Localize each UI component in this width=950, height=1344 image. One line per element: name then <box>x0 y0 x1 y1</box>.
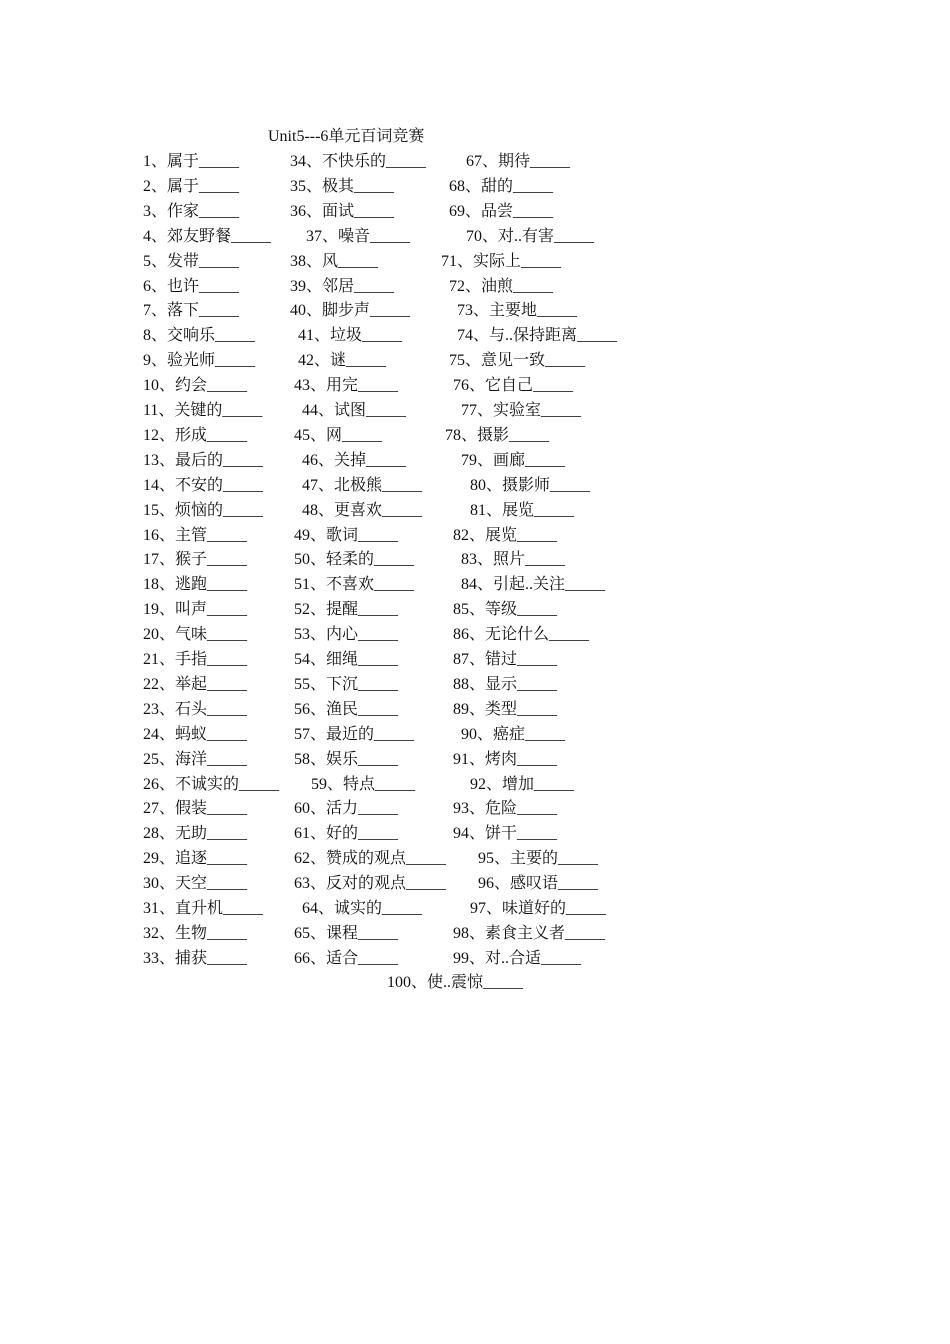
vocabulary-row <box>0 351 950 376</box>
vocabulary-item: 23、石头_____ <box>143 700 248 718</box>
vocabulary-item: 20、气味_____ <box>143 626 248 644</box>
vocabulary-item: 88、显示_____ <box>453 675 558 693</box>
vocabulary-item: 49、歌词_____ <box>294 526 399 544</box>
vocabulary-item: 64、诚实的_____ <box>302 900 423 917</box>
worksheet-title: Unit5---6单元百词竞赛 <box>268 128 425 145</box>
vocabulary-row <box>0 625 950 650</box>
vocabulary-item: 33、捕获_____ <box>143 949 248 967</box>
vocabulary-item: 31、直升机_____ <box>143 900 264 917</box>
vocabulary-item: 5、发带_____ <box>143 252 240 270</box>
vocabulary-item: 30、天空_____ <box>143 875 248 893</box>
vocabulary-item: 28、无助_____ <box>143 825 248 843</box>
vocabulary-row <box>0 202 950 227</box>
vocabulary-item: 42、谜_____ <box>298 352 387 370</box>
vocabulary-row <box>0 426 950 451</box>
vocabulary-item: 15、烦恼的_____ <box>143 501 264 519</box>
vocabulary-item: 83、照片_____ <box>461 551 566 569</box>
vocabulary-row <box>0 301 950 326</box>
vocabulary-item: 16、主管_____ <box>143 526 248 544</box>
vocabulary-item: 8、交响乐_____ <box>143 327 256 345</box>
vocabulary-item: 2、属于_____ <box>143 177 240 195</box>
vocabulary-row <box>0 874 950 899</box>
vocabulary-item: 80、摄影师_____ <box>470 476 591 494</box>
vocabulary-item: 14、不安的_____ <box>143 476 264 494</box>
vocabulary-item: 94、饼干_____ <box>453 825 558 843</box>
vocabulary-item: 51、不喜欢_____ <box>294 576 415 594</box>
vocabulary-item: 24、蚂蚁_____ <box>143 725 248 743</box>
vocabulary-item: 97、味道好的_____ <box>470 900 607 917</box>
vocabulary-item: 77、实验室_____ <box>461 402 582 419</box>
vocabulary-item: 10、约会_____ <box>143 377 248 395</box>
vocabulary-item: 92、增加_____ <box>470 775 575 793</box>
vocabulary-item: 54、细绳_____ <box>294 651 399 668</box>
vocabulary-row <box>0 924 950 949</box>
vocabulary-item: 25、海洋_____ <box>143 750 248 768</box>
vocabulary-item: 58、娱乐_____ <box>294 750 399 768</box>
vocabulary-item: 48、更喜欢_____ <box>302 501 423 519</box>
vocabulary-item: 63、反对的观点_____ <box>294 875 447 893</box>
vocabulary-item: 95、主要的_____ <box>478 850 599 868</box>
vocabulary-row <box>0 277 950 302</box>
vocabulary-item: 69、品尝_____ <box>449 202 554 220</box>
vocabulary-item: 1、属于_____ <box>143 153 240 170</box>
vocabulary-row <box>0 700 950 725</box>
vocabulary-item: 76、它自己_____ <box>453 377 574 395</box>
vocabulary-item: 70、对..有害_____ <box>466 227 595 245</box>
vocabulary-item: 68、甜的_____ <box>449 177 554 195</box>
vocabulary-item: 45、网_____ <box>294 426 383 444</box>
vocabulary-row <box>0 526 950 551</box>
vocabulary-item: 73、主要地_____ <box>457 302 578 320</box>
vocabulary-item: 11、关键的_____ <box>143 402 263 419</box>
vocabulary-item: 82、展览_____ <box>453 526 558 544</box>
vocabulary-row <box>0 750 950 775</box>
vocabulary-row <box>0 376 950 401</box>
vocabulary-item: 47、北极熊_____ <box>302 476 423 494</box>
vocabulary-item: 21、手指_____ <box>143 651 248 668</box>
vocabulary-item: 4、郊友野餐_____ <box>143 227 272 245</box>
vocabulary-item: 43、用完_____ <box>294 377 399 395</box>
vocabulary-item: 34、不快乐的_____ <box>290 153 427 170</box>
vocabulary-row <box>0 849 950 874</box>
vocabulary-item: 35、极其_____ <box>290 177 395 195</box>
vocabulary-item: 59、特点_____ <box>311 775 416 793</box>
vocabulary-item: 12、形成_____ <box>143 426 248 444</box>
vocabulary-item: 91、烤肉_____ <box>453 750 558 768</box>
vocabulary-item: 6、也许_____ <box>143 277 240 295</box>
vocabulary-row <box>0 501 950 526</box>
vocabulary-item: 57、最近的_____ <box>294 725 415 743</box>
vocabulary-item: 55、下沉_____ <box>294 675 399 693</box>
vocabulary-row <box>0 252 950 277</box>
vocabulary-row <box>0 949 950 974</box>
vocabulary-item: 86、无论什么_____ <box>453 626 590 644</box>
vocabulary-row <box>0 152 950 177</box>
vocabulary-row <box>0 476 950 501</box>
vocabulary-row <box>0 227 950 252</box>
vocabulary-row <box>0 600 950 625</box>
vocabulary-item: 87、错过_____ <box>453 651 558 668</box>
vocabulary-item: 81、展览_____ <box>470 501 575 519</box>
vocabulary-item: 84、引起..关注_____ <box>461 576 606 594</box>
vocabulary-item: 71、实际上_____ <box>441 252 562 270</box>
vocabulary-item: 29、追逐_____ <box>143 850 248 868</box>
vocabulary-row <box>0 177 950 202</box>
vocabulary-item: 72、油煎_____ <box>449 277 554 295</box>
vocabulary-item: 66、适合_____ <box>294 949 399 967</box>
vocabulary-item: 18、逃跑_____ <box>143 576 248 594</box>
vocabulary-item: 67、期待_____ <box>466 153 571 170</box>
vocabulary-item: 74、与..保持距离_____ <box>457 327 618 345</box>
vocabulary-item: 89、类型_____ <box>453 700 558 718</box>
vocabulary-item: 93、危险_____ <box>453 800 558 818</box>
vocabulary-row <box>0 650 950 675</box>
vocabulary-item: 46、关掉_____ <box>302 451 407 469</box>
vocabulary-item: 13、最后的_____ <box>143 451 264 469</box>
vocabulary-item: 26、不诚实的_____ <box>143 775 280 793</box>
vocabulary-item: 75、意见一致_____ <box>449 352 586 370</box>
vocabulary-item: 61、好的_____ <box>294 825 399 843</box>
vocabulary-item: 50、轻柔的_____ <box>294 551 415 569</box>
vocabulary-row <box>0 575 950 600</box>
vocabulary-row <box>0 550 950 575</box>
vocabulary-item-100: 100、使..震惊_____ <box>387 974 524 991</box>
vocabulary-item: 7、落下_____ <box>143 302 240 320</box>
vocabulary-item: 98、素食主义者_____ <box>453 924 606 942</box>
vocabulary-row <box>0 451 950 476</box>
vocabulary-item: 36、面试_____ <box>290 202 395 220</box>
vocabulary-row <box>0 799 950 824</box>
vocabulary-item: 9、验光师_____ <box>143 352 256 370</box>
vocabulary-item: 39、邻居_____ <box>290 277 395 295</box>
vocabulary-row <box>0 775 950 800</box>
vocabulary-item: 3、作家_____ <box>143 202 240 220</box>
vocabulary-item: 22、举起_____ <box>143 675 248 693</box>
vocabulary-item: 79、画廊_____ <box>461 451 566 469</box>
vocabulary-item: 52、提醒_____ <box>294 601 399 619</box>
vocabulary-item: 38、风_____ <box>290 252 379 270</box>
vocabulary-item: 60、活力_____ <box>294 800 399 818</box>
vocabulary-row <box>0 899 950 924</box>
vocabulary-item: 37、噪音_____ <box>306 227 411 245</box>
vocabulary-item: 19、叫声_____ <box>143 601 248 619</box>
vocabulary-item: 65、课程_____ <box>294 924 399 942</box>
vocabulary-item: 32、生物_____ <box>143 924 248 942</box>
vocabulary-row <box>0 401 950 426</box>
vocabulary-item: 56、渔民_____ <box>294 700 399 718</box>
vocabulary-item: 78、摄影_____ <box>445 426 550 444</box>
vocabulary-row <box>0 675 950 700</box>
vocabulary-item: 40、脚步声_____ <box>290 302 411 320</box>
vocabulary-item: 99、对..合适_____ <box>453 949 582 967</box>
vocabulary-item: 27、假装_____ <box>143 800 248 818</box>
vocabulary-item: 44、试图_____ <box>302 402 407 419</box>
vocabulary-item: 62、赞成的观点_____ <box>294 850 447 868</box>
vocabulary-item: 85、等级_____ <box>453 601 558 619</box>
vocabulary-row <box>0 725 950 750</box>
vocabulary-row <box>0 326 950 351</box>
vocabulary-item: 17、猴子_____ <box>143 551 248 569</box>
vocabulary-item: 90、癌症_____ <box>461 725 566 743</box>
vocabulary-item: 41、垃圾_____ <box>298 327 403 345</box>
vocabulary-item: 96、感叹语_____ <box>478 875 599 893</box>
vocabulary-row <box>0 824 950 849</box>
vocabulary-item: 53、内心_____ <box>294 626 399 644</box>
